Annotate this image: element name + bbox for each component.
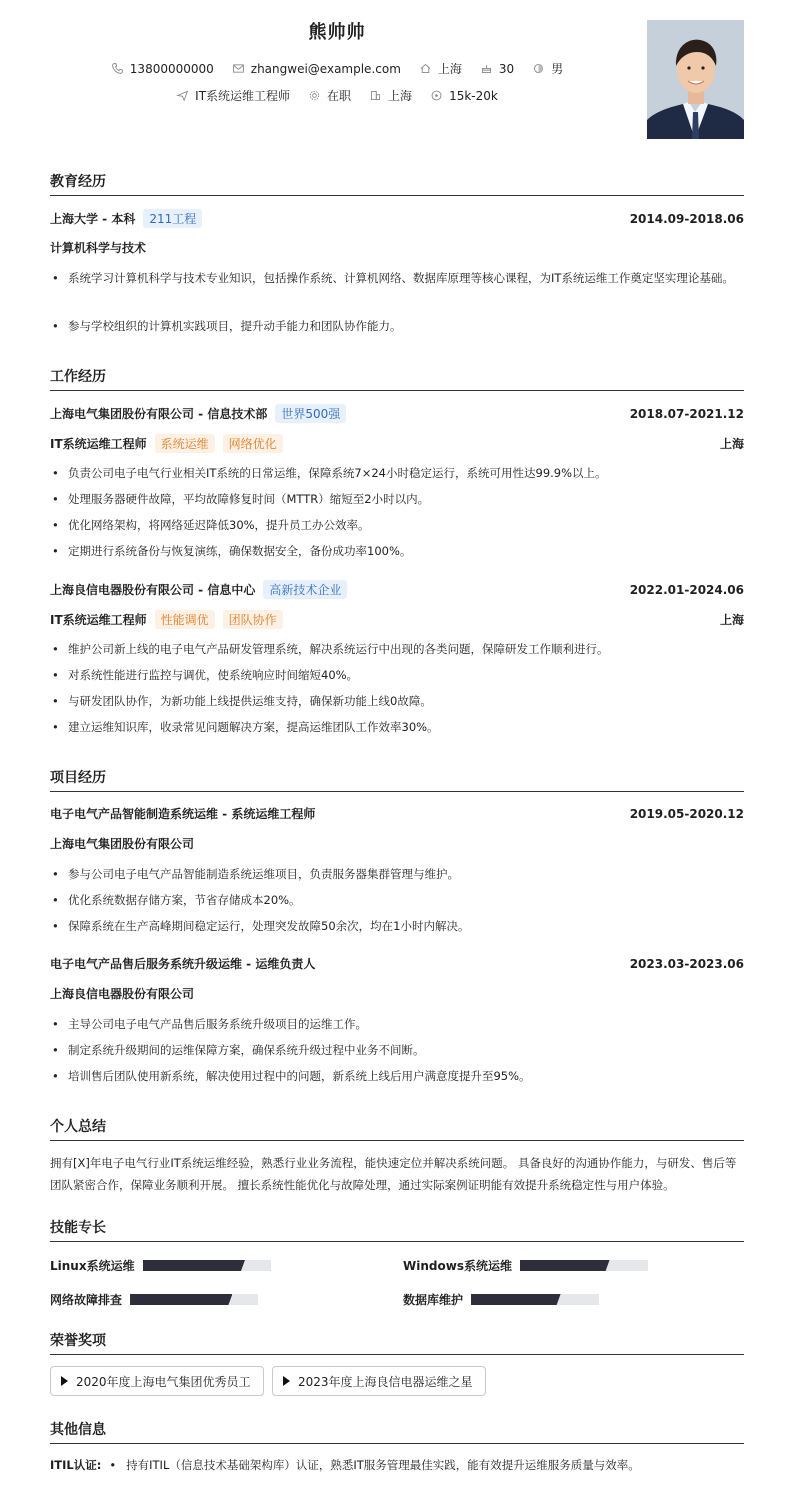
job-role-row [50, 610, 744, 629]
skill-bar [130, 1294, 258, 1305]
list-item: • 对系统性能进行监控与调优，使系统响应时间缩短40%。 [50, 665, 744, 685]
skill-tag: 团队协作 [223, 610, 283, 629]
award-item [272, 1366, 486, 1396]
job-location: 上海 [719, 437, 744, 451]
work-city-text: 上海 [388, 89, 413, 103]
section-title-work: 工作经历 [50, 366, 744, 391]
skill-item [50, 1257, 271, 1274]
project-header-row [50, 955, 744, 972]
profile-photo [647, 20, 744, 139]
section-title-skills: 技能专长 [50, 1217, 744, 1242]
email-text: zhangwei@example.com [250, 61, 401, 76]
project-period: 2023.03-2023.06 [629, 956, 744, 971]
section-title-honors: 荣誉奖项 [50, 1330, 744, 1355]
status-item [308, 87, 351, 104]
company-tag: 世界500强 [275, 404, 346, 423]
age-text: 30 [498, 61, 515, 76]
gender-text: 男 [551, 62, 564, 76]
other-text: 持有ITIL（信息技术基础架构库）认证，熟悉IT服务管理最佳实践，能有效提升运维服务质量与效率。 [126, 1458, 640, 1472]
summary-text: 拥有[X]年电子电气行业IT系统运维经验，熟悉行业业务流程，能快速定位并解决系统问题。 具备良好的沟通协作能力，与研发、售后等团队紧密合作，保障业务顺利开展。 擅长系统性能优化与故障处理，通过实际案例证明能有效提升系统稳定性与用户体验。 [50, 1156, 737, 1192]
skill-item [403, 1291, 599, 1308]
major-name: 计算机科学与技术 [50, 241, 147, 255]
job-location: 上海 [719, 613, 744, 627]
other-info-row [50, 1457, 744, 1473]
job-role: IT系统运维工程师 [50, 613, 147, 627]
other-label: ITIL认证: [50, 1458, 102, 1472]
project-company: 上海电气集团股份有限公司 [50, 837, 195, 851]
school-name: 上海大学 - 本科 [50, 212, 136, 226]
school-tag: 211工程 [143, 209, 202, 228]
phone-item [111, 62, 214, 76]
skill-bar [520, 1260, 648, 1271]
skill-bar-fill [471, 1294, 561, 1305]
section-title-education: 教育经历 [50, 171, 744, 196]
job-period: 2022.01-2024.06 [629, 582, 744, 597]
work-city-item [369, 87, 412, 104]
education-major-row [50, 239, 744, 256]
portrait-image [647, 20, 744, 139]
skill-bar [471, 1294, 599, 1305]
money-icon [430, 89, 443, 102]
contact-row-2 [50, 87, 624, 104]
status-text: 在职 [327, 89, 352, 103]
salary-text: 15k-20k [449, 88, 498, 103]
list-item: • 定期进行系统备份与恢复演练，确保数据安全，备份成功率100%。 [50, 541, 744, 561]
list-item: • 建立运维知识库，收录常见问题解决方案，提高运维团队工作效率30%。 [50, 717, 744, 737]
resume-name: 熊帅帅 [308, 22, 366, 43]
list-item: • 系统学习计算机科学与技术专业知识，包括操作系统、计算机网络、数据库原理等核心课程，为IT系统运维工作奠定坚实理论基础。 [50, 268, 744, 288]
send-icon [176, 89, 189, 102]
education-header-row [50, 209, 744, 228]
list-item: • 参与公司电子电气产品智能制造系统运维项目，负责服务器集群管理与维护。 [50, 864, 744, 884]
company-name: 上海良信电器股份有限公司 - 信息中心 [50, 583, 256, 597]
age-item [480, 62, 514, 76]
list-item: • 培训售后团队使用新系统，解决使用过程中的问题，新系统上线后用户满意度提升至95%。 [50, 1066, 744, 1086]
list-item: • 参与学校组织的计算机实践项目，提升动手能力和团队协作能力。 [50, 316, 744, 336]
city-item [419, 60, 462, 77]
skill-name: Windows系统运维 [403, 1259, 512, 1273]
gender-icon [532, 62, 545, 75]
list-item: • 保障系统在生产高峰期间稳定运行，处理突发故障50余次，均在1小时内解决。 [50, 916, 744, 936]
bullet-dot: • [109, 1458, 117, 1472]
job-period: 2018.07-2021.12 [629, 406, 744, 421]
job-header-row [50, 404, 744, 423]
skill-name: 网络故障排查 [50, 1293, 123, 1307]
project-period: 2019.05-2020.12 [629, 806, 744, 821]
list-item: • 负责公司电子电气行业相关IT系统的日常运维，保障系统7×24小时稳定运行，系统可用性达99.9%以上。 [50, 463, 744, 483]
home-icon [419, 62, 432, 75]
project-name: 电子电气产品售后服务系统升级运维 - 运维负责人 [50, 957, 316, 971]
project-company-row [50, 835, 744, 852]
position-item [176, 87, 290, 104]
list-item: • 主导公司电子电气产品售后服务系统升级项目的运维工作。 [50, 1014, 744, 1034]
contact-row-1 [50, 60, 624, 77]
project-header-row [50, 805, 744, 822]
section-title-projects: 项目经历 [50, 767, 744, 792]
education-period: 2014.09-2018.06 [629, 211, 744, 226]
job-header-row [50, 580, 744, 599]
award-text: 2023年度上海良信电器运维之星 [298, 1374, 473, 1389]
skill-tag: 网络优化 [223, 434, 283, 453]
section-title-other: 其他信息 [50, 1419, 744, 1444]
job-role: IT系统运维工程师 [50, 437, 147, 451]
skill-item [50, 1291, 258, 1308]
triangle-right-icon [61, 1376, 68, 1386]
award-item [50, 1366, 264, 1396]
position-text: IT系统运维工程师 [195, 89, 291, 103]
skill-name: 数据库维护 [403, 1293, 464, 1307]
cake-icon [480, 62, 493, 75]
company-name: 上海电气集团股份有限公司 - 信息技术部 [50, 407, 268, 421]
phone-icon [111, 62, 124, 75]
project-company-row [50, 985, 744, 1002]
email-item [232, 62, 401, 76]
city-text: 上海 [437, 62, 462, 76]
list-item: • 与研发团队协作，为新功能上线提供运维支持，确保新功能上线0故障。 [50, 691, 744, 711]
salary-item [430, 89, 498, 103]
skill-name: Linux系统运维 [50, 1259, 135, 1273]
skill-item [403, 1257, 648, 1274]
project-company: 上海良信电器股份有限公司 [50, 987, 195, 1001]
list-item: • 维护公司新上线的电子电气产品研发管理系统，解决系统运行中出现的各类问题，保障研发工作顺利进行。 [50, 639, 744, 659]
building-icon [369, 89, 382, 102]
list-item: • 优化系统数据存储方案，节省存储成本20%。 [50, 890, 744, 910]
gear-icon [308, 89, 321, 102]
skill-bar-fill [520, 1260, 610, 1271]
phone-text: 13800000000 [129, 61, 214, 76]
mail-icon [232, 62, 245, 75]
skill-bar [143, 1260, 271, 1271]
list-item: • 处理服务器硬件故障，平均故障修复时间（MTTR）缩短至2小时以内。 [50, 489, 744, 509]
triangle-right-icon [283, 1376, 290, 1386]
award-text: 2020年度上海电气集团优秀员工 [76, 1374, 251, 1389]
skill-bar-fill [143, 1260, 245, 1271]
project-name: 电子电气产品智能制造系统运维 - 系统运维工程师 [50, 807, 316, 821]
list-item: • 优化网络架构，将网络延迟降低30%，提升员工办公效率。 [50, 515, 744, 535]
skill-tag: 性能调优 [155, 610, 215, 629]
list-item: • 制定系统升级期间的运维保障方案，确保系统升级过程中业务不间断。 [50, 1040, 744, 1060]
gender-item [532, 60, 563, 77]
company-tag: 高新技术企业 [263, 580, 347, 599]
section-title-summary: 个人总结 [50, 1116, 744, 1141]
job-role-row [50, 434, 744, 453]
skill-tag: 系统运维 [155, 434, 215, 453]
skill-bar-fill [130, 1294, 232, 1305]
